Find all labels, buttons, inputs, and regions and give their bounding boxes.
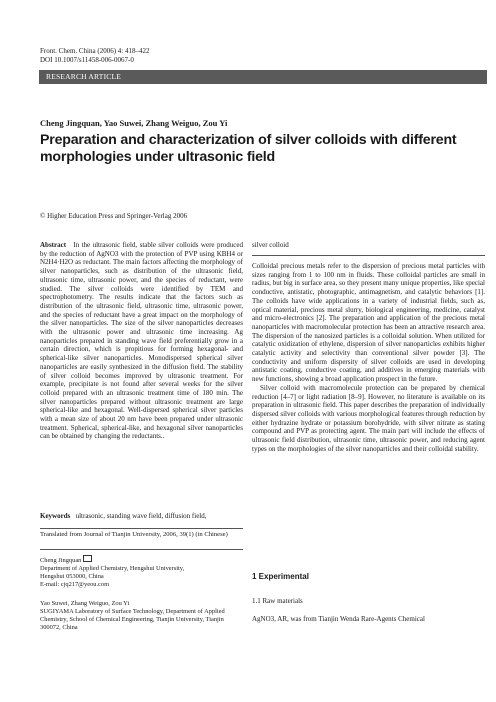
author2-line: SUGIYAMA Laboratory of Surface Technology, Department of Applied Chemistry, School of Chemical Engineering, Tianjin University, Tianjin 300072, China [40,608,225,632]
section-bar [39,70,487,84]
intro-paragraph-1: Colloidal precious metals refer to the dispersion of precious metal particles with sizes ranging from 1 to 100 nm in fluids. These colloidal particles are small in radius, but big in surface area, so they present many unique properties, like special conductive, antistatic, photographic, antimagnetism, and catalytic behaviors [1]. The colloids have wide applications in a variety of industrial fields, such as, optical material, precious metal slurry, biological engineering, medicine, catalyst and micro-electronics [2]. The preparation and application of the precious metal nanoparticles with macromolecular protection has been an attractive research area. The dispersion of the nanosized particles is a colloidal solution. When utilized for catalytic oxidization of ethylene, dispersion of silver nanoparticles exhibits higher catalytic activity and selectivity than conventional silver powder [3]. The conductivity and uniform dispersity of silver colloids are used in developing antistatic coating, conductive coating, and additives in emerging materials with new functions, showing a broad application prospect in the future. [252,262,485,384]
translation-note: Translated from Journal of Tianjin University, 2006, 39(1) (in Chinese) [40,531,228,538]
intro-paragraph-2: Silver colloid with macromolecule protection can be prepared by chemical reduction [4–7] or light radiation [8–9]. However, no literature is available on its preparation in ultrasonic field. This paper describes the preparation of individually dispersed silver colloids with various morphological features through reduction by either hydrazine hydrate or potassium borohydride, with silver nitrate as stating compound and PVP as protecting agent. The main part will include the effects of ultrasonic field distribution, ultrasonic time, ultrasonic power, and reducing agent types on the morphologies of the silver nanoparticles and their colloidal stability. [252,383,485,453]
introduction [252,262,485,453]
body-text-line: AgNO3, AR, was from Tianjin Wenda Rare-Agents Chemical [252,615,425,623]
article-title [40,132,460,166]
author2-affiliation [40,600,243,632]
doi-line: DOI 10.1007/s11458-006-0067-0 [40,56,134,64]
journal-citation [40,47,149,65]
author2-name: Yao Suwei, Zhang Weiguo, Zou Yi [40,600,130,607]
section-heading-experimental: 1 Experimental [252,572,309,581]
author1-line: Department of Applied Chemistry, Hengshui University, [40,565,185,573]
author1-email: E-mail: cjq217@yeou.com [40,581,110,589]
right-divider [252,255,485,256]
keywords-continued: silver colloid [252,241,289,249]
keywords-block [40,512,243,521]
subsection-heading-raw-materials: 1.1 Raw materials [252,597,303,605]
copyright-notice: © Higher Education Press and Springer-Verlag 2006 [40,212,188,220]
journal-line: Front. Chem. China (2006) 4: 418–422 [40,47,150,55]
author1-name: Cheng Jingquan [40,557,82,564]
title-line-1: Preparation and characterization of silver colloids with different [40,132,457,148]
footnote-divider-2 [40,549,243,550]
title-line-2: morphologies under ultrasonic field [40,149,275,165]
author1-line: Hengshui 053000, China [40,573,104,581]
abstract-block [40,241,243,441]
keywords-label: Keywords [40,512,71,520]
author1-affiliation [40,555,243,589]
keywords-text: ultrasonic, standing wave field, diffusion field, [75,512,207,520]
footnote-divider [40,528,243,529]
abstract-text: In the ultrasonic field, stable silver colloids were produced by the reduction of AgNO3 with the protection of PVP using KBH4 or N2H4·H2O as reductant. The main factors affecting the morphology of silver nanoparticles, such as distribution of the ultrasonic field, ultrasonic time, ultrasonic power, and the species of reductant, were studied. The silver colloids were identified by TEM and spectrophotometry. The results indicate that the factors such as distribution of the ultrasonic field, ultrasonic time, ultrasonic power, and the species of reductant have a great impact on the morphology of the silver nanoparticles. The size of the silver nanoparticles decreases with the ultrasonic power and ultrasonic time increasing. Ag nanoparticles prepared in standing wave field preferentially grow in a certain direction, which is propitious for forming hexagonal- and spherical-like silver nanoparticles. Monodispersed spherical silver nanoparticles are easily synthesized in the diffusion field. The stability of silver colloid becomes improved by ultrasonic treatment. For example, precipitate is not found after several weeks for the silver colloid prepared with an ultrasonic treatment time of 180 min. The silver nanoparticles prepared without ultrasonic treatment are large spherical-like and hexagonal. Well-dispersed spherical silver particles with a mean size of about 20 nm have been prepared under ultrasonic treatment. Spherical, spherical-like, and hexagonal silver nanoparticles can be obtained by changing the reductants.. [40,241,243,441]
section-bar-label: RESEARCH ARTICLE [46,72,122,81]
envelope-icon [83,555,92,562]
author-list: Cheng Jingquan, Yao Suwei, Zhang Weiguo, Zou Yi [40,118,228,128]
abstract-label: Abstract [40,241,67,249]
